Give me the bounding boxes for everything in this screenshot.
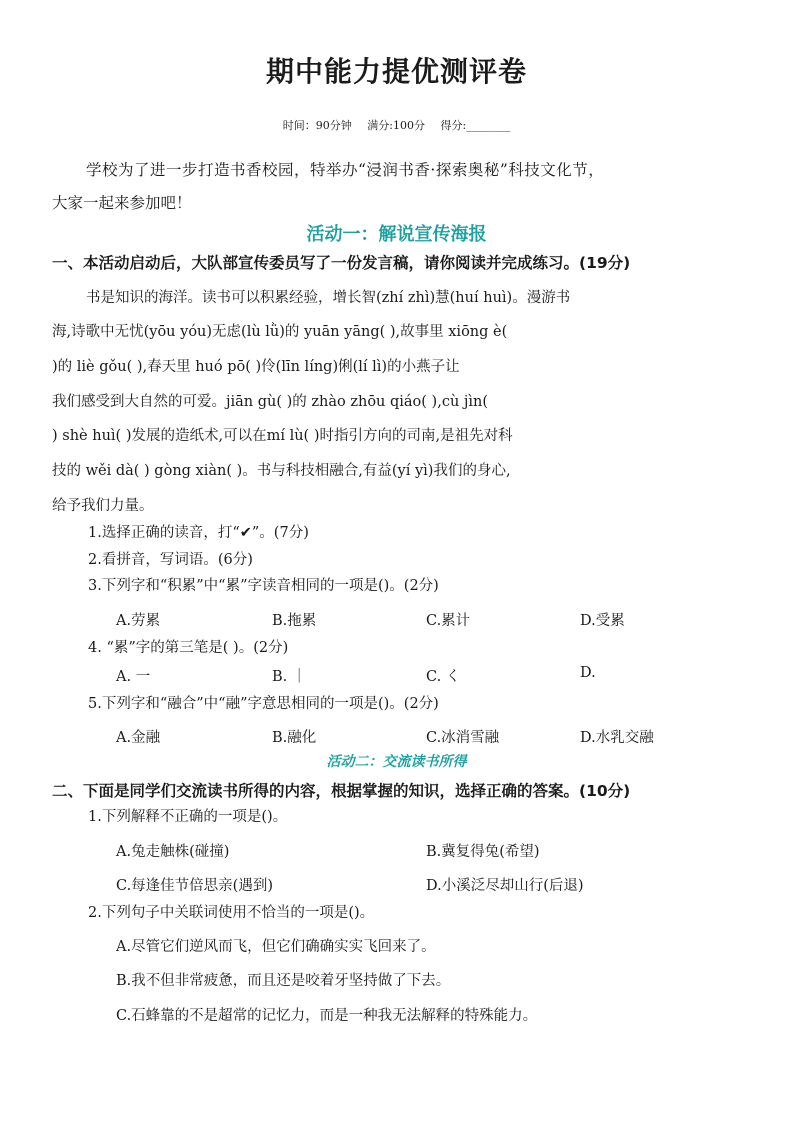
question-1-2: 2.看拼音，写词语。(6分)	[88, 552, 253, 568]
intro-line-1: 学校为了进一步打造书香校园，特举办“浸润书香·探索奥秘”科技文化节，	[86, 161, 605, 179]
q3-option-d: D.受累	[580, 613, 625, 629]
q4-option-c: C. く	[426, 669, 461, 685]
page-title: 期中能力提优测评卷	[265, 55, 527, 88]
q4-option-d: D.	[580, 665, 596, 681]
s2-q2-option-a: A.尽管它们逆风而飞，但它们确确实实飞回来了。	[116, 939, 436, 955]
s2-q1-option-a: A.兔走触株(碰撞)	[116, 844, 230, 860]
question-1-4: 4. “累”字的第三笔是( )。(2分)	[88, 640, 289, 656]
time-label: 时间：90分钟	[282, 119, 352, 132]
q5-option-b: B.融化	[272, 730, 317, 746]
section-two-heading: 二、下面是同学们交流读书所得的内容，根据掌握的知识，选择正确的答案。(10分)	[52, 782, 631, 800]
intro-line-2: 大家一起来参加吧！	[52, 194, 192, 212]
q3-option-c: C.累计	[426, 613, 471, 629]
passage-line-5: ) shè huì( )发展的造纸术,可以在mí lù( )时指引方向的司南,是祖先对科	[52, 428, 513, 444]
score-field: 得分:________	[440, 119, 511, 132]
activity-two-heading: 活动二：交流读书所得	[326, 754, 467, 770]
q3-option-b: B.拖累	[272, 613, 317, 629]
q3-option-a: A.劳累	[116, 613, 161, 629]
question-1-5: 5.下列字和“融合”中“融”字意思相同的一项是()。(2分)	[88, 696, 439, 712]
exam-meta	[0, 117, 793, 133]
passage-line-2: 海,诗歌中无忧(yōu yóu)无虑(lù lǜ)的 yuān yāng( ),故事里 xiōng è(	[52, 324, 508, 340]
question-2-1: 1.下列解释不正确的一项是()。	[88, 809, 288, 825]
passage-line-3: )的 liè gǒu( ),春天里 huó pō( )伶(līn líng)俐(lí lì)的小燕子让	[52, 359, 460, 375]
s2-q1-option-b: B.冀复得兔(希望)	[426, 844, 540, 860]
q5-option-a: A.金融	[116, 730, 161, 746]
passage-line-6: 技的 wěi dà( ) gòng xiàn( )。书与科技相融合,有益(yí yì)我们的身心,	[52, 463, 511, 479]
activity-one-heading: 活动一：解说宣传海报	[306, 224, 487, 245]
s2-q1-option-d: D.小溪泛尽却山行(后退)	[426, 878, 584, 894]
s2-q2-option-b: B.我不但非常疲惫，而且还是咬着牙坚持做了下去。	[116, 973, 451, 989]
q5-option-c: C.冰消雪融	[426, 730, 500, 746]
full-score-label: 满分:100分	[367, 119, 425, 132]
q5-option-d: D.水乳交融	[580, 730, 654, 746]
s2-q1-option-c: C.每逢佳节倍思亲(遇到)	[116, 878, 273, 894]
passage-line-7: 给予我们力量。	[52, 498, 154, 514]
q4-option-a: A. 一	[116, 669, 151, 685]
passage-line-4: 我们感受到大自然的可爱。jiān gù( )的 zhào zhōu qiáo( ),cù jìn(	[52, 394, 489, 410]
s2-q2-option-c: C.石蜂靠的不是超常的记忆力，而是一种我无法解释的特殊能力。	[116, 1008, 538, 1024]
passage-line-1: 书是知识的海洋。读书可以积累经验，增长智(zhí zhì)慧(huí huì)。漫游书	[86, 290, 571, 306]
section-one-heading: 一、本活动启动后，大队部宣传委员写了一份发言稿，请你阅读并完成练习。(19分)	[52, 254, 631, 272]
q4-option-b: B. ｜	[272, 669, 307, 685]
question-1-3: 3.下列字和“积累”中“累”字读音相同的一项是()。(2分)	[88, 578, 439, 594]
question-2-2: 2.下列句子中关联词使用不恰当的一项是()。	[88, 905, 375, 921]
question-1-1: 1.选择正确的读音，打“✔”。(7分)	[88, 525, 309, 541]
